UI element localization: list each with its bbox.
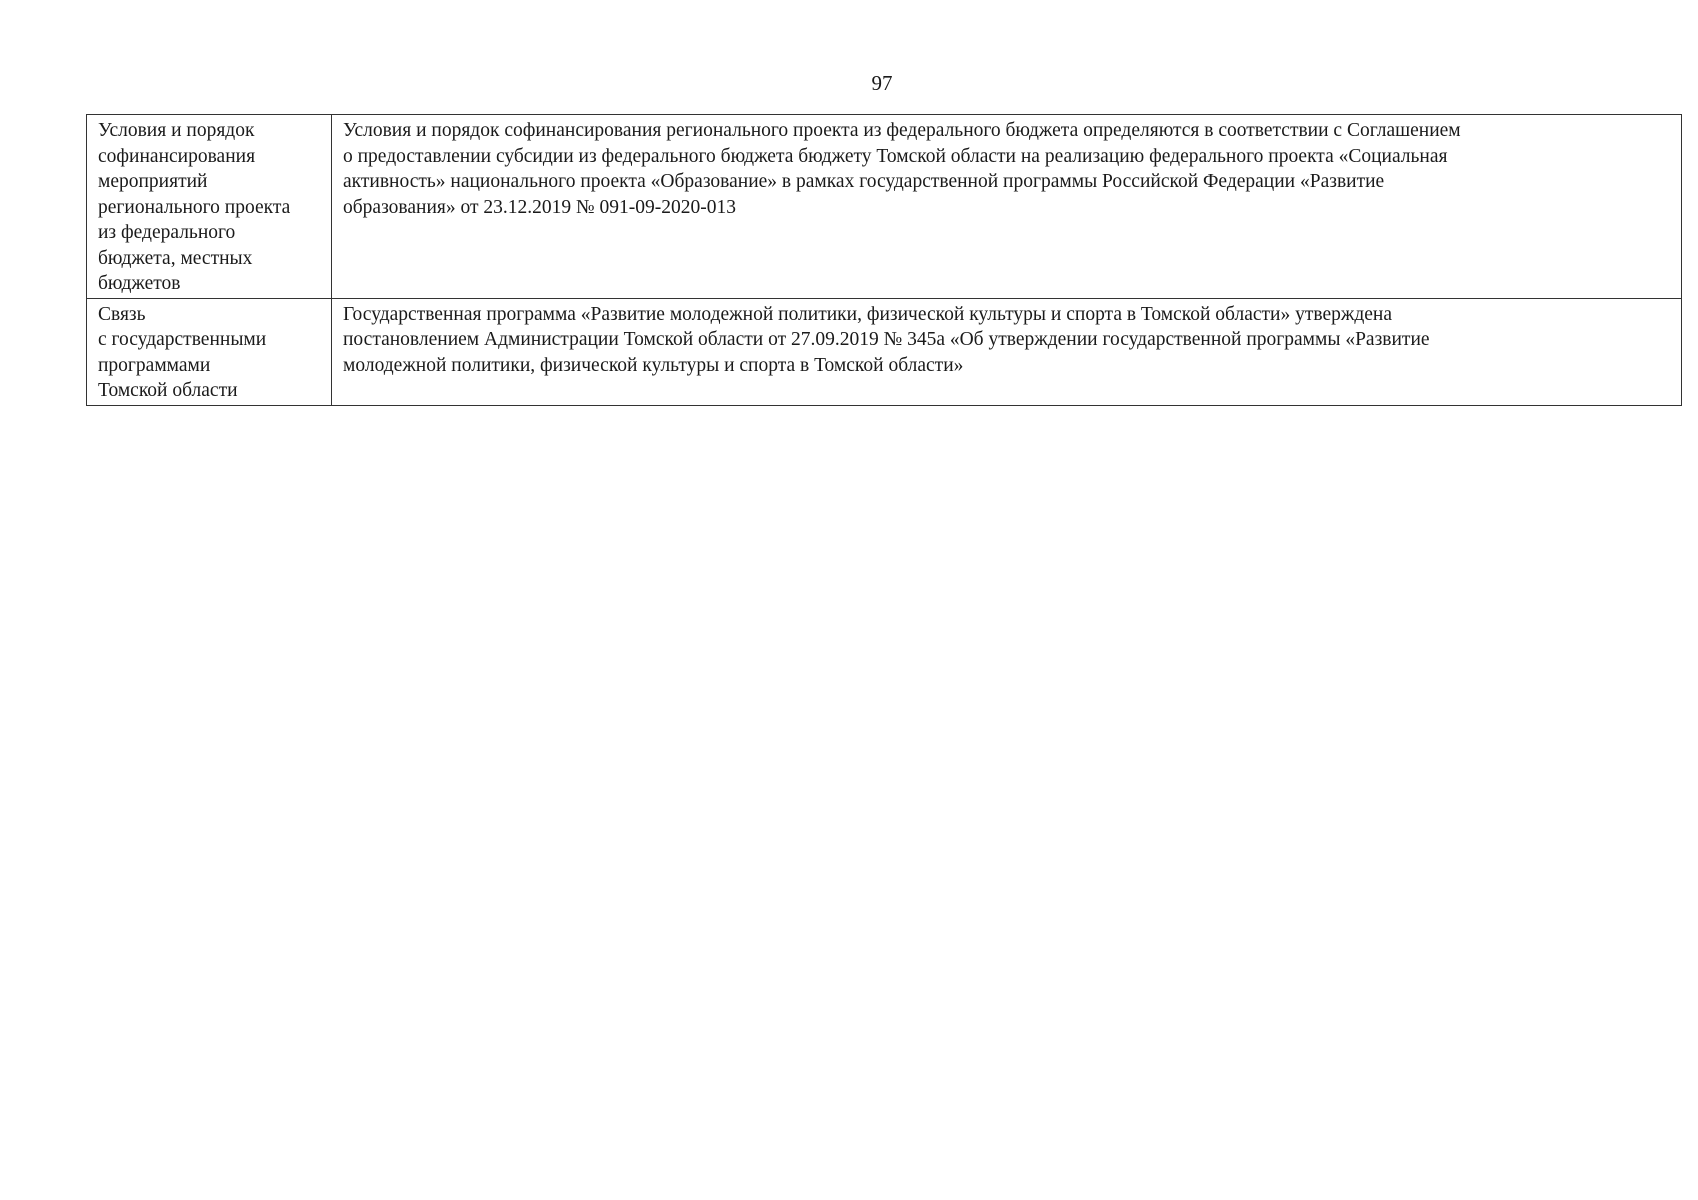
row-label-cell [87, 298, 332, 405]
row-content: Условия и порядок софинансирования регионального проекта из федерального бюджета определяются в соответствии с Соглашением о предоставлении субсидии из федерального бюджета бюджету Томской области на реализацию федерального проекта «Социальная активность» национального проекта «Образование» в рамках государственной программы Российской Федерации «Развитие образования» от 23.12.2019 № 091-09-2020-013 [343, 120, 1461, 218]
row-content-cell [332, 115, 1682, 299]
row-label: Условия и порядок софинансирования мероприятий регионального проекта из федерального бюджета, местных бюджетов [98, 120, 291, 294]
row-label-cell [87, 115, 332, 299]
passport-table [86, 114, 1682, 406]
table-row-state-programs [87, 298, 1682, 405]
row-content: Государственная программа «Развитие молодежной политики, физической культуры и спорта в Томской области» утверждена постановлением Администрации Томской области от 27.09.2019 № 345а «Об утверждении государственной программы «Развитие молодежной политики, физической культуры и спорта в Томской области» [343, 303, 1430, 376]
row-label: Связь с государственными программами Томской области [98, 303, 267, 401]
page-number: 97 [871, 71, 893, 95]
row-content-cell [332, 298, 1682, 405]
table-row-cofinancing [87, 115, 1682, 299]
